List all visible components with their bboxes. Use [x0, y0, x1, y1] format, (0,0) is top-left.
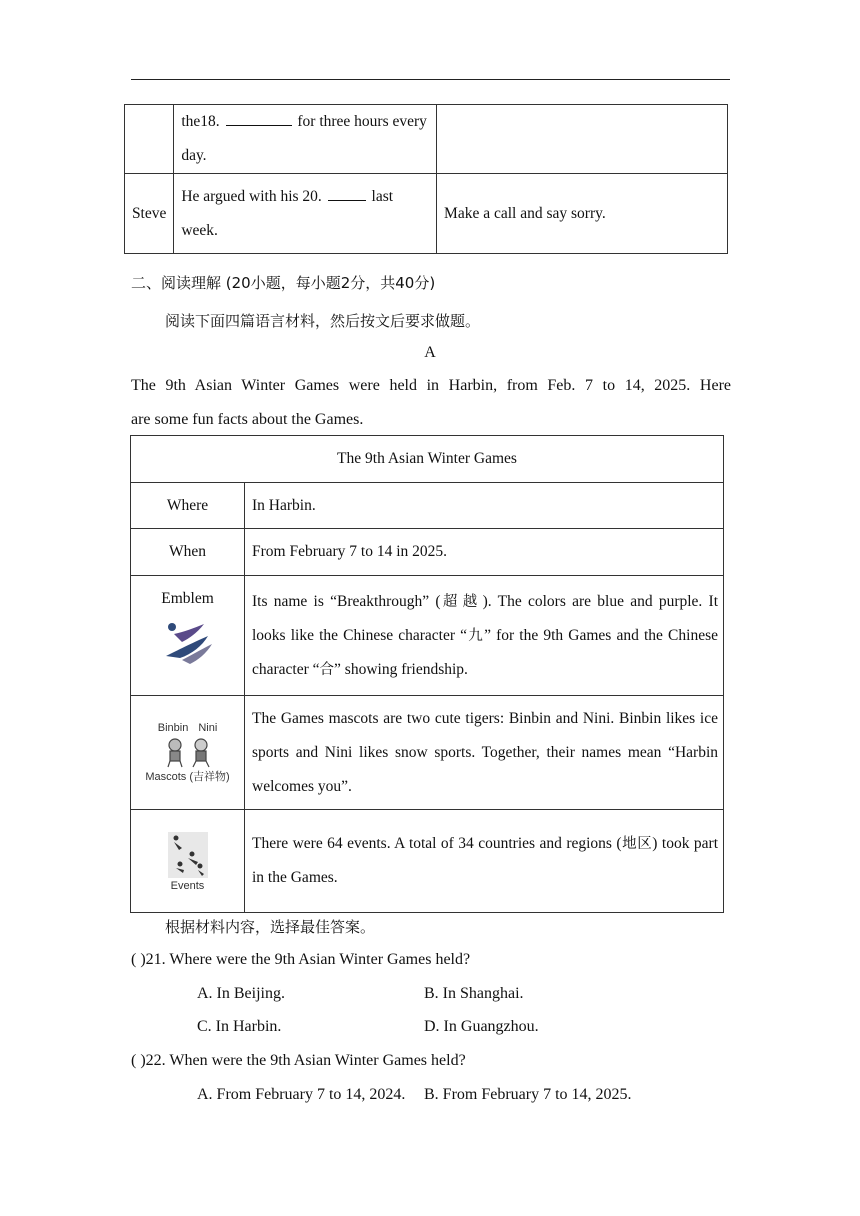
table-row: [131, 810, 724, 913]
passage-intro-line1: The 9th Asian Winter Games were held in Harbin, from Feb. 7 to 14, 2025. Here: [131, 377, 731, 394]
mascot-name-nini: Nini: [198, 721, 218, 734]
section-instruction: 阅读下面四篇语言材料，然后按文后要求做题。: [165, 312, 481, 330]
table-row: [131, 576, 724, 696]
emblem-value: [245, 576, 724, 696]
table-row: [131, 436, 724, 483]
problem-text-before: the18.: [181, 113, 220, 130]
events-value: [245, 810, 724, 913]
events-label-cell: [131, 810, 245, 913]
emblem-text: ). The colors are blue and purple. It looks like the Chinese character “: [252, 592, 718, 644]
games-facts-table: [130, 435, 724, 913]
passage-intro-line2: are some fun facts about the Games.: [131, 411, 364, 428]
section-title: 二、阅读理解 (20小题，每小题2分，共40分): [131, 274, 436, 292]
person-name-cell: [125, 105, 174, 174]
mascots-image-icon: [153, 736, 223, 770]
emblem-cjk-text: 超越: [440, 593, 483, 610]
emblem-cjk-char: 九: [467, 627, 485, 644]
events-cjk-text: 地区: [621, 836, 653, 852]
table-row: [125, 105, 728, 174]
events-caption: Events: [170, 879, 205, 892]
emblem-logo-icon: [160, 618, 216, 666]
emblem-cjk-char: 合: [319, 661, 335, 678]
answer-blank-20[interactable]: [328, 184, 366, 201]
problem-solution-table: [124, 104, 728, 254]
when-label: When: [131, 529, 245, 576]
q21-option-b[interactable]: B. In Shanghai.: [424, 985, 524, 1002]
mascot-name-binbin: Binbin: [157, 721, 189, 734]
emblem-text: Its name is “Breakthrough” (: [252, 592, 441, 610]
q21-option-d[interactable]: D. In Guangzhou.: [424, 1018, 539, 1035]
emblem-text: ” showing friendship.: [334, 660, 468, 678]
q21-option-a[interactable]: A. In Beijing.: [197, 985, 285, 1002]
where-label: Where: [131, 483, 245, 529]
when-value: From February 7 to 14 in 2025.: [245, 529, 724, 576]
table-title: The 9th Asian Winter Games: [131, 436, 724, 483]
solution-cell: [437, 105, 728, 174]
passage-letter: A: [424, 344, 436, 361]
events-text: There were 64 events. A total of 34 countries and regions (: [252, 835, 622, 852]
answer-blank-18[interactable]: [226, 109, 292, 126]
person-name-cell: Steve: [125, 174, 174, 254]
emblem-text: ” for the 9th Games and the Chinese character “: [252, 626, 718, 678]
mascots-caption: Mascots (吉祥物): [145, 770, 230, 783]
table-row: [125, 174, 728, 254]
q22-option-b[interactable]: B. From February 7 to 14, 2025.: [424, 1086, 632, 1103]
questions-instruction: 根据材料内容，选择最佳答案。: [165, 918, 376, 936]
solution-cell: Make a call and say sorry.: [437, 174, 728, 254]
events-text: ) took part in the Games.: [252, 835, 719, 886]
question-21-stem: ( )21. Where were the 9th Asian Winter Games held?: [131, 951, 471, 968]
q22-option-a[interactable]: A. From February 7 to 14, 2024.: [197, 1086, 406, 1103]
mascot-label-cell: [131, 696, 245, 810]
table-row: [131, 483, 724, 529]
emblem-label-cell: [131, 576, 245, 696]
table-row: [131, 529, 724, 576]
where-value: In Harbin.: [245, 483, 724, 529]
problem-text-after: last week.: [181, 187, 394, 239]
q21-option-c[interactable]: C. In Harbin.: [197, 1018, 282, 1035]
table-row: [131, 696, 724, 810]
problem-text-before: He argued with his 20.: [181, 187, 322, 205]
emblem-label: Emblem: [161, 590, 214, 607]
events-image-icon: [164, 830, 212, 880]
mascot-value: The Games mascots are two cute tigers: Binbin and Nini. Binbin likes ice sports and Nini likes snow sports. Together, their names mean “Harbin welcomes you”.: [245, 696, 724, 810]
problem-cell: [174, 105, 437, 174]
header-rule: [131, 79, 730, 80]
problem-text-after: for three hours every day.: [181, 113, 427, 164]
problem-cell: [174, 174, 437, 254]
question-22-stem: ( )22. When were the 9th Asian Winter Games held?: [131, 1052, 466, 1069]
